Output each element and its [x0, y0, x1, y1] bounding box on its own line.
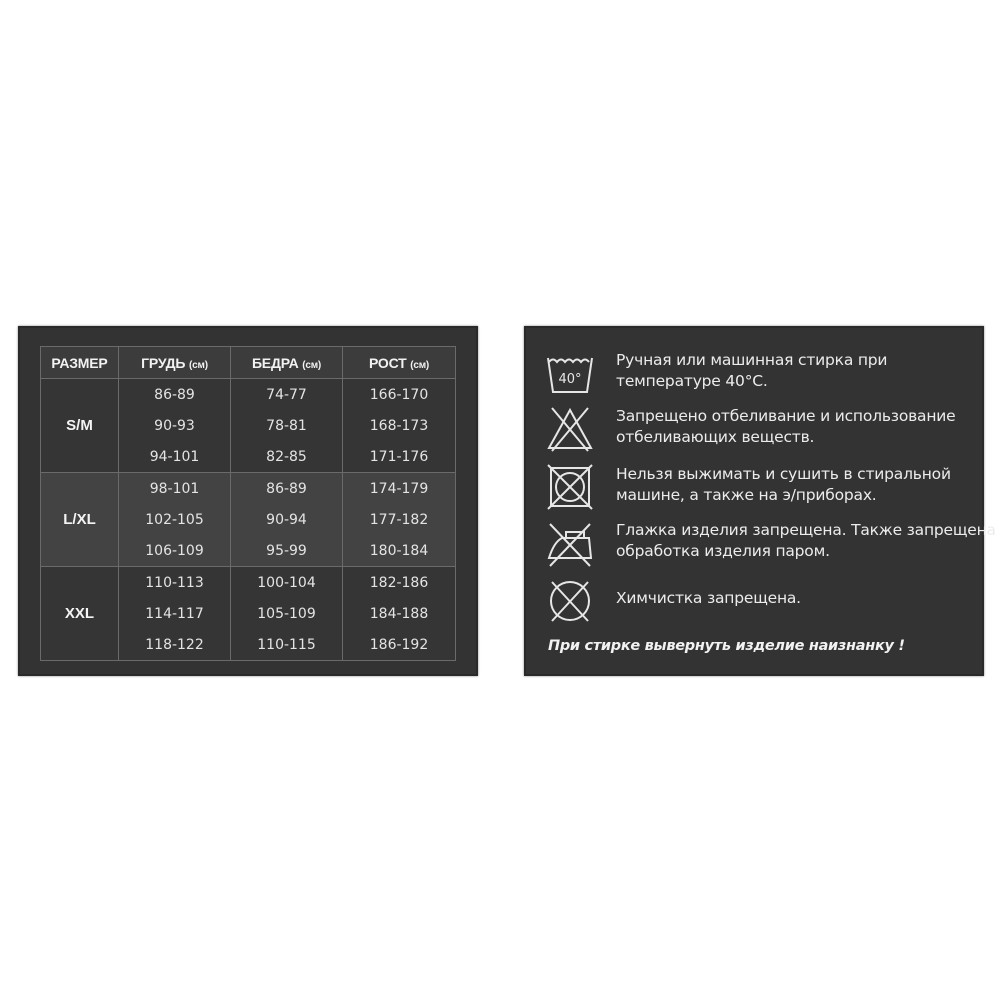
height-value: 174-179	[343, 473, 456, 505]
chest-value: 106-109	[119, 535, 231, 567]
height-value: 177-182	[343, 504, 456, 535]
hips-value: 95-99	[231, 535, 343, 567]
chest-value: 86-89	[119, 379, 231, 411]
care-item-iron	[544, 518, 996, 570]
care-text: Химчистка запрещена.	[616, 589, 801, 607]
do-not-tumble-dry-icon	[544, 462, 596, 514]
hips-value: 74-77	[231, 379, 343, 411]
care-instructions-panel	[524, 326, 996, 676]
header-chest: ГРУДЬ (см)	[119, 347, 231, 379]
header-size: РАЗМЕР	[41, 347, 119, 379]
care-item-dry-clean	[544, 576, 984, 628]
chest-value: 98-101	[119, 473, 231, 505]
height-value: 180-184	[343, 535, 456, 567]
care-text: Нельзя выжимать и сушить в стиральной машине, а также на э/приборах.	[616, 465, 951, 504]
hips-value: 105-109	[231, 598, 343, 629]
size-table-header	[41, 347, 456, 379]
hips-value: 90-94	[231, 504, 343, 535]
care-item-bleach	[544, 404, 984, 456]
hips-value: 110-115	[231, 629, 343, 661]
height-value: 166-170	[343, 379, 456, 411]
header-hips: БЕДРА (см)	[231, 347, 343, 379]
height-value: 184-188	[343, 598, 456, 629]
care-item-wash	[544, 348, 984, 400]
chest-value: 102-105	[119, 504, 231, 535]
hips-value: 78-81	[231, 410, 343, 441]
table-row	[41, 379, 456, 411]
care-text: Глажка изделия запрещена. Также запрещена обработка изделия паром.	[616, 521, 996, 560]
size-label: S/M	[41, 379, 119, 473]
size-chart-panel	[18, 326, 478, 676]
hips-value: 100-104	[231, 567, 343, 599]
height-value: 171-176	[343, 441, 456, 473]
wash-temperature: 40°	[558, 372, 582, 387]
size-table	[40, 346, 456, 661]
chest-value: 114-117	[119, 598, 231, 629]
hips-value: 82-85	[231, 441, 343, 473]
care-text: Запрещено отбеливание и использование отбеливающих веществ.	[616, 407, 956, 446]
header-height: РОСТ (см)	[343, 347, 456, 379]
size-label: L/XL	[41, 473, 119, 567]
height-value: 182-186	[343, 567, 456, 599]
chest-value: 118-122	[119, 629, 231, 661]
care-text: Ручная или машинная стирка при температуре 40°С.	[616, 351, 888, 390]
care-item-tumble-dry	[544, 462, 984, 514]
do-not-bleach-icon	[544, 404, 596, 456]
chest-value: 110-113	[119, 567, 231, 599]
hips-value: 86-89	[231, 473, 343, 505]
care-note: При стирке вывернуть изделие наизнанку !	[548, 638, 905, 654]
height-value: 186-192	[343, 629, 456, 661]
do-not-iron-icon	[544, 518, 596, 570]
size-label: XXL	[41, 567, 119, 661]
chest-value: 90-93	[119, 410, 231, 441]
hand-or-machine-wash-40-icon	[544, 348, 596, 400]
table-row	[41, 567, 456, 599]
do-not-dry-clean-icon	[544, 576, 596, 628]
chest-value: 94-101	[119, 441, 231, 473]
table-row	[41, 473, 456, 505]
height-value: 168-173	[343, 410, 456, 441]
